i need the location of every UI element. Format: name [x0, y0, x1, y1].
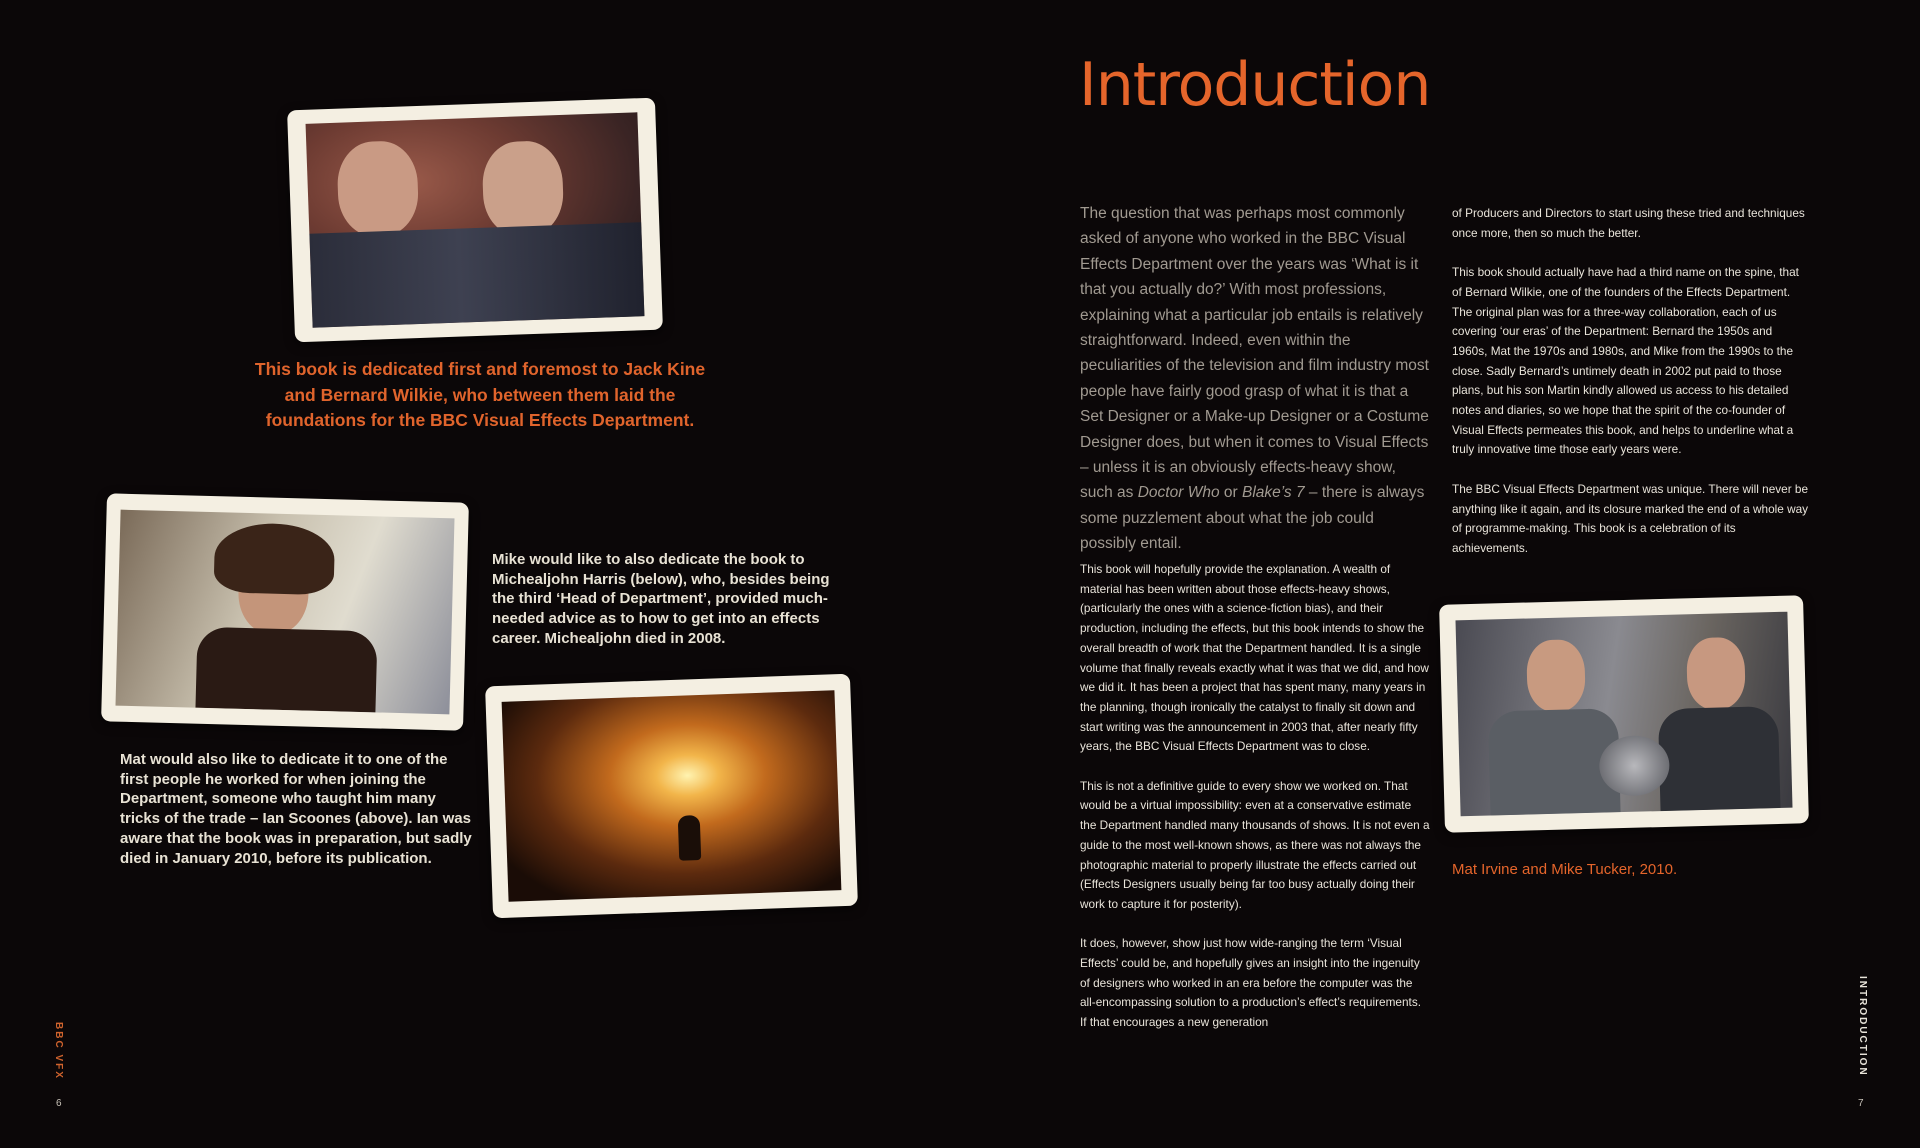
body-column-1 [1080, 560, 1430, 1053]
photo-caption: Mat Irvine and Mike Tucker, 2010. [1452, 861, 1678, 878]
body-paragraph: The BBC Visual Effects Department was unique. There will never be anything like it again, and its closure marked the end of a whole way of programme-making. This book is a celebration of its achievements. [1452, 481, 1809, 555]
body-paragraph: It does, however, show just how wide-ranging the term ‘Visual Effects’ could be, and hopefully gives an insight into the ingenuity of designers who worked in an era before the computer was the all-encompassing solution to a production’s effect’s requirements. If that encourages a new generation [1080, 936, 1421, 1030]
body-column-2 [1452, 204, 1810, 578]
body-paragraph: This book should actually have had a third name on the spine, that of Bernard Wilkie, one of the founders of the Effects Department. The original plan was for a three-way collaboration, each of us covering ‘our eras’ of the Department: Bernard the 1950s and 1960s, Mat the 1970s and 1980s, and Mike from the 1990s to the close. Sadly Bernard’s untimely death in 2002 put paid to those plans, but his son Martin kindly allowed us access to his detailed notes and diaries, so we hope that the spirit of the co-founder of Visual Effects permeates this book, and helps to underline what a truly innovative time those early years were. [1452, 265, 1799, 457]
body-paragraph: This is not a definitive guide to every show we worked on. That would be a virtual impossibility: even at a conservative estimate the Department handled many thousands of shows. It is not even a guide to the most well-known shows, as there was not always the photographic material to properly illustrate the effects carried out (Effects Designers usually being far too busy actually doing their work to capture it for posterity). [1080, 778, 1430, 911]
body-paragraph: This book will hopefully provide the explanation. A wealth of material has been written about those effects-heavy shows, (particularly the ones with a science-fiction bias), and their production, including the effects, but this book intends to show the overall breadth of work that the Department handled. It is a single volume that finally reveals exactly what it was that we did, and how we did it. It has been a project that has spent many, many years in the planning, though ironically the catalyst to finally sit down and start writing was the announcement in 2003 that, after nearly fifty years, the BBC Visual Effects Department was to close. [1080, 562, 1429, 754]
body-paragraph: of Producers and Directors to start using these tried and techniques once more, then so much the better. [1452, 206, 1805, 240]
page-number-left: 6 [56, 1098, 62, 1109]
photo-irvine-tucker [1439, 595, 1809, 832]
photo-explosion [485, 674, 858, 919]
running-head-right: INTRODUCTION [1857, 976, 1868, 1077]
page-number-right: 7 [1858, 1098, 1864, 1109]
photo-ian-scoones [101, 493, 469, 730]
photo-kine-wilkie [287, 98, 663, 343]
page-title: Introduction [1079, 50, 1431, 120]
running-head-left: BBC VFX [53, 1022, 64, 1080]
dedication-main: This book is dedicated first and foremost to Jack Kine and Bernard Wilkie, who between them laid the foundations for the BBC Visual Effects Department. [254, 359, 706, 430]
lead-paragraph: The question that was perhaps most commonly asked of anyone who worked in the BBC Visual Effects Department over the years was ‘What is it that you actually do?’ With most professions, explaining what a particular job entails is relatively straightforward. Indeed, even within the peculiarities of the television and film industry most people have fairly good grasp of what it is that a Set Designer or a Make-up Designer or a Costume Designer does, but when it comes to Visual Effects – unless it is an obviously effects-heavy show, such as Doctor Who or Blake’s 7 – there is always some puzzlement about what the job could possibly entail. [1080, 205, 1429, 553]
dedication-mat: Mat would also like to dedicate it to one of the first people he worked for when joining the Department, someone who taught him many tricks of the trade – Ian Scoones (above). Ian was aware that the book was in preparation, but sadly died in January 2010, before its publication. [120, 751, 472, 867]
dedication-mike: Mike would like to also dedicate the book to Michealjohn Harris (below), who, besides being the third ‘Head of Department’, provided much-needed advice as to how to get into an effects career. Michealjohn died in 2008. [492, 551, 830, 647]
